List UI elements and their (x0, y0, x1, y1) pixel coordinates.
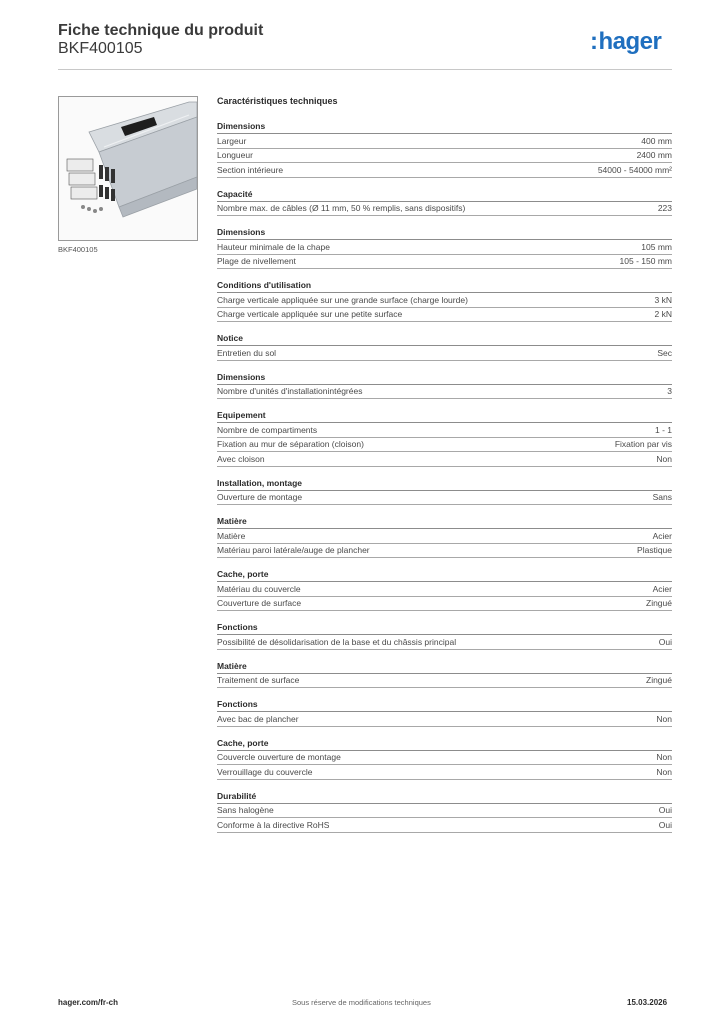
spec-label: Avec cloison (217, 453, 265, 464)
spec-label: Plage de nivellement (217, 256, 296, 267)
spec-group-title: Dimensions (217, 371, 672, 385)
spec-row (217, 491, 672, 506)
spec-value: 400 mm (641, 135, 672, 146)
spec-group (217, 226, 672, 269)
spec-value: 2400 mm (636, 150, 672, 161)
spec-row (217, 240, 672, 255)
spec-row (217, 423, 672, 438)
spec-value: Oui (658, 805, 672, 816)
spec-label: Conforme à la directive RoHS (217, 819, 330, 830)
spec-row (217, 452, 672, 467)
spec-value: Acier (652, 583, 672, 594)
spec-row (217, 635, 672, 650)
spec-group-title: Fonctions (217, 621, 672, 635)
spec-value: Sec (657, 347, 672, 358)
spec-value: 3 kN (654, 294, 672, 305)
spec-group (217, 568, 672, 611)
spec-row (217, 529, 672, 544)
spec-group (217, 188, 672, 217)
spec-label: Nombre d'unités d'installationintégrées (217, 386, 363, 397)
spec-value: Non (656, 453, 672, 464)
spec-value: 223 (657, 203, 672, 214)
spec-group-title: Equipement (217, 409, 672, 423)
spec-label: Nombre de compartiments (217, 424, 318, 435)
spec-row (217, 255, 672, 270)
spec-row (217, 202, 672, 217)
spec-label: Hauteur minimale de la chape (217, 241, 330, 252)
hager-logo: :hager (590, 28, 662, 55)
spec-label: Couverture de surface (217, 598, 302, 609)
spec-row (217, 712, 672, 727)
footer-notice: Sous réserve de modifications techniques (292, 998, 431, 1007)
spec-label: Longueur (217, 150, 253, 161)
spec-group-title: Durabilité (217, 790, 672, 804)
spec-label: Matière (217, 530, 246, 541)
spec-row (217, 163, 672, 178)
spec-group (217, 698, 672, 727)
spec-row (217, 751, 672, 766)
spec-group-title: Cache, porte (217, 737, 672, 751)
spec-value: 2 kN (654, 309, 672, 320)
spec-group-title: Dimensions (217, 226, 672, 240)
spec-value: Plastique (637, 545, 672, 556)
spec-label: Section intérieure (217, 164, 284, 175)
spec-value: Zingué (646, 598, 672, 609)
spec-row (217, 438, 672, 453)
spec-label: Avec bac de plancher (217, 713, 299, 724)
spec-value: Non (656, 766, 672, 777)
spec-row (217, 597, 672, 612)
spec-value: 54000 - 54000 mm² (597, 164, 672, 175)
spec-row (217, 134, 672, 149)
spec-value: Oui (658, 636, 672, 647)
spec-row (217, 346, 672, 361)
spec-group-title: Capacité (217, 188, 672, 202)
spec-value: 1 - 1 (654, 424, 672, 435)
spec-group (217, 515, 672, 558)
spec-group-title: Notice (217, 332, 672, 346)
spec-group-title: Matière (217, 660, 672, 674)
spec-row (217, 582, 672, 597)
image-caption: BKF400105 (58, 245, 98, 254)
product-reference: BKF400105 (58, 40, 143, 57)
spec-label: Matériau paroi latérale/auge de plancher (217, 545, 370, 556)
spec-row (217, 149, 672, 164)
spec-value: Non (656, 713, 672, 724)
spec-value: Fixation par vis (614, 439, 672, 450)
spec-label: Largeur (217, 135, 247, 146)
spec-label: Sans halogène (217, 805, 274, 816)
spec-row (217, 765, 672, 780)
footer-date: 15.03.2026 (627, 998, 668, 1007)
spec-row (217, 308, 672, 323)
spec-group (217, 660, 672, 689)
spec-group-title: Fonctions (217, 698, 672, 712)
spec-group (217, 279, 672, 322)
spec-value: Oui (658, 819, 672, 830)
spec-group (217, 371, 672, 400)
spec-group-title: Installation, montage (217, 477, 672, 491)
spec-row (217, 385, 672, 400)
spec-row (217, 293, 672, 308)
spec-group (217, 120, 672, 178)
technical-specs (217, 96, 672, 833)
spec-label: Verrouillage du couvercle (217, 766, 313, 777)
spec-group-title: Cache, porte (217, 568, 672, 582)
spec-row (217, 674, 672, 689)
spec-group (217, 332, 672, 361)
page-title: Fiche technique du produit (58, 22, 264, 39)
spec-groups (217, 120, 672, 833)
spec-value: Sans (652, 492, 672, 503)
spec-row (217, 544, 672, 559)
spec-label: Charge verticale appliquée sur une grande surface (charge lourde) (217, 294, 468, 305)
spec-value: Zingué (646, 675, 672, 686)
spec-value: 3 (667, 386, 672, 397)
spec-label: Charge verticale appliquée sur une petite surface (217, 309, 403, 320)
spec-label: Entretien du sol (217, 347, 277, 358)
spec-group-title: Dimensions (217, 120, 672, 134)
spec-group (217, 737, 672, 780)
spec-value: Non (656, 752, 672, 763)
spec-group-title: Matière (217, 515, 672, 529)
spec-label: Matériau du couvercle (217, 583, 301, 594)
spec-label: Couvercle ouverture de montage (217, 752, 341, 763)
spec-value: 105 - 150 mm (619, 256, 672, 267)
header-divider (58, 69, 672, 70)
spec-label: Possibilité de désolidarisation de la base et du châssis principal (217, 636, 457, 647)
footer-website[interactable]: hager.com/fr-ch (58, 998, 119, 1007)
cable-duct-illustration (59, 97, 197, 240)
spec-label: Traitement de surface (217, 675, 300, 686)
spec-group (217, 409, 672, 467)
spec-group (217, 790, 672, 833)
spec-group-title: Conditions d'utilisation (217, 279, 672, 293)
product-image (58, 96, 198, 241)
spec-row (217, 804, 672, 819)
specs-title: Caractéristiques techniques (217, 96, 338, 106)
spec-group (217, 477, 672, 506)
spec-label: Fixation au mur de séparation (cloison) (217, 439, 364, 450)
spec-row (217, 818, 672, 833)
spec-label: Ouverture de montage (217, 492, 303, 503)
spec-group (217, 621, 672, 650)
spec-value: Acier (652, 530, 672, 541)
spec-label: Nombre max. de câbles (Ø 11 mm, 50 % remplis, sans dispositifs) (217, 203, 466, 214)
spec-value: 105 mm (641, 241, 672, 252)
